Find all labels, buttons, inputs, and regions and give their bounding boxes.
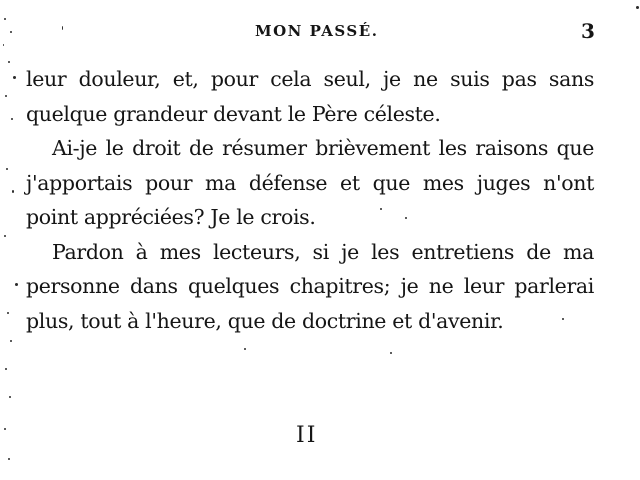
text-line: leur douleur, et, pour cela seul, je ne suis pas sans (26, 67, 594, 91)
scan-speck (4, 18, 6, 20)
scan-speck (244, 348, 246, 350)
scan-speck (9, 396, 11, 398)
scan-speck (10, 340, 12, 342)
text-line: Pardon à mes lecteurs, si je les entretiens de ma (52, 239, 594, 264)
running-title: MON PASSÉ. (255, 22, 379, 40)
scan-speck (6, 168, 8, 170)
text-line: plus, tout à l'heure, que de doctrine et d'avenir. (26, 308, 504, 333)
scan-speck (380, 208, 382, 210)
scan-speck (636, 6, 639, 9)
scan-speck (562, 318, 564, 320)
text-line: j'apportais pour ma défense et que mes juges n'ont (26, 170, 594, 195)
scan-speck (8, 458, 10, 460)
scan-speck (10, 31, 12, 33)
scan-speck (8, 61, 10, 63)
scan-speck (4, 235, 6, 237)
scan-speck (11, 118, 13, 120)
scan-speck (12, 190, 14, 193)
scan-speck (390, 352, 392, 354)
text-line: quelque grandeur devant le Père céleste. (26, 101, 441, 126)
text-line: Ai-je le droit de résumer brièvement les raisons que (52, 136, 594, 160)
scan-speck (4, 428, 6, 430)
text-line: point appréciées? Je le crois. (26, 205, 316, 229)
scan-speck (13, 76, 16, 79)
section-numeral: II (296, 423, 318, 448)
body-text (26, 62, 594, 338)
scan-speck (7, 312, 9, 314)
text-line: personne dans quelques chapitres; je ne leur parlerai (26, 274, 594, 298)
scan-speck (405, 217, 407, 219)
scan-speck (15, 283, 18, 286)
page-number: 3 (581, 19, 595, 43)
scan-speck (5, 368, 7, 370)
scan-speck (5, 95, 7, 97)
scan-speck (3, 44, 4, 46)
scan-speck (62, 26, 63, 30)
running-head (0, 19, 640, 43)
